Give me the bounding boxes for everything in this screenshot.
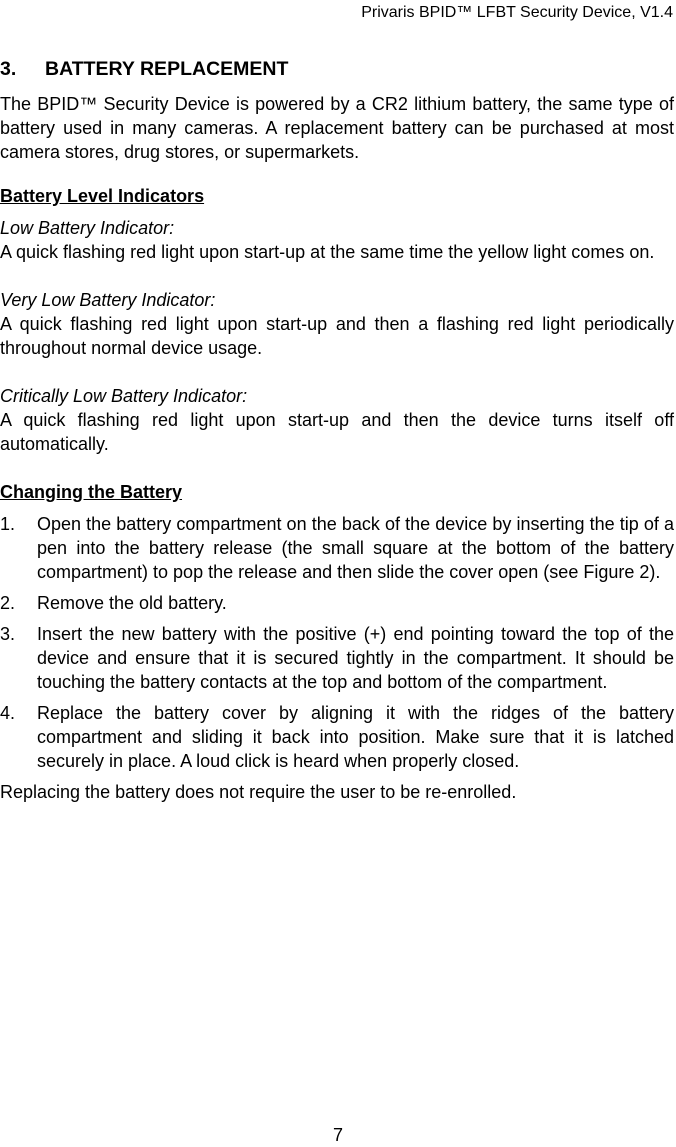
indicator-label: Critically Low Battery Indicator: (0, 386, 248, 406)
indicator-very-low (0, 288, 674, 360)
step-text: Remove the old battery. (37, 593, 227, 613)
indicator-low (0, 216, 674, 264)
running-header: Privaris BPID™ LFBT Security Device, V1.4 (361, 4, 673, 21)
section-number: 3. (0, 58, 17, 80)
indicator-label: Low Battery Indicator: (0, 218, 175, 238)
step-item (0, 591, 674, 615)
indicator-label: Very Low Battery Indicator: (0, 290, 216, 310)
step-number: 1. (0, 514, 16, 534)
step-number: 2. (0, 593, 16, 613)
page-content (0, 56, 674, 804)
changing-battery-heading: Changing the Battery (0, 482, 183, 502)
closing-paragraph: Replacing the battery does not require the user to be re-enrolled. (0, 782, 517, 802)
steps-list (0, 512, 674, 773)
step-item (0, 701, 674, 773)
step-text: Insert the new battery with the positive (+) end pointing toward the top of the device and ensure that it is secured tightly in the compartment. It should be touching the battery contacts at the top and bottom of the compartment. (37, 624, 674, 692)
section-title: BATTERY REPLACEMENT (45, 58, 289, 80)
indicator-critical (0, 384, 674, 456)
step-text: Open the battery compartment on the back of the device by inserting the tip of a pen into the battery release (the small square at the bottom of the battery compartment) to pop the release and then slide the cover open (see Figure 2). (37, 514, 674, 582)
step-number: 3. (0, 624, 16, 644)
page-number: 7 (332, 1125, 343, 1145)
step-number: 4. (0, 703, 16, 723)
intro-paragraph: The BPID™ Security Device is powered by a CR2 lithium battery, the same type of battery used in many cameras. A replacement battery can be purchased at most camera stores, drug stores, or supermarkets. (0, 94, 674, 162)
section-heading (0, 56, 674, 82)
step-item (0, 512, 674, 584)
indicator-text: A quick flashing red light upon start-up and then the device turns itself off automatically. (0, 410, 674, 454)
indicator-text: A quick flashing red light upon start-up at the same time the yellow light comes on. (0, 242, 655, 262)
step-text: Replace the battery cover by aligning it with the ridges of the battery compartment and sliding it back into position. Make sure that it is latched securely in place. A loud click is heard when properly closed. (37, 703, 674, 771)
step-item (0, 622, 674, 694)
battery-level-heading: Battery Level Indicators (0, 186, 205, 206)
indicator-text: A quick flashing red light upon start-up and then a flashing red light periodically throughout normal device usage. (0, 314, 674, 358)
